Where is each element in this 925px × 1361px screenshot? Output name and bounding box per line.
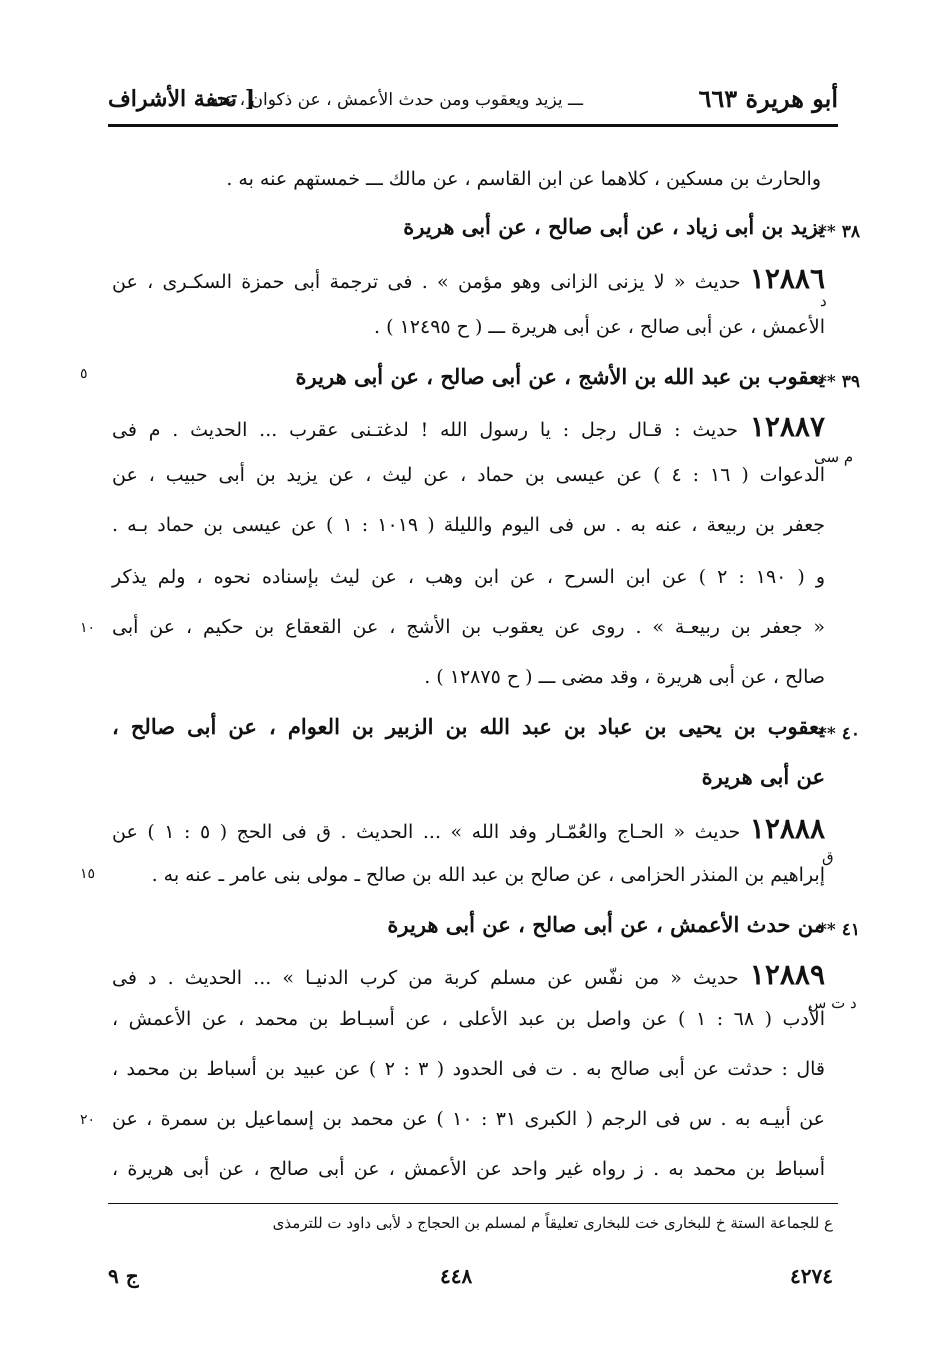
source-sigla: م سى [814, 448, 854, 466]
entry-line [112, 262, 825, 295]
line-counter: ٢٠ [80, 1112, 96, 1128]
source-sigla: د [820, 292, 827, 310]
entry-text: حديث « الحـاج والعُمّـار وفد الله » ... الحديث . ق فى الحج ( ٥ : ١ ) عن [112, 821, 741, 843]
narrator-heading: يعقوب بن عبد الله بن الأشج ، عن أبى صالح ، عن أبى هريرة [295, 364, 825, 389]
entry-number: ١٢٨٨٧ [749, 410, 826, 443]
header-book-title: [ تحفة الأشراف [108, 86, 256, 112]
entry-number: ١٢٨٨٨ [749, 812, 825, 845]
heading-number: ٣٨ ** [818, 222, 860, 242]
entry-text: حديث « من نفّس عن مسلم كربة من كرب الدنيـا » ... الحديث . د فى [112, 967, 739, 989]
narrator-heading: يعقوب بن يحيى بن عباد بن عبد الله بن الزبير بن العوام ، عن أبى صالح ، [112, 714, 825, 739]
text-line: قال : حدثت عن أبى صالح به . ت فى الحدود ( ٣ : ٢ ) عن عبيد بن أسباط بن محمد ، [112, 1058, 826, 1080]
text-line: و ( ١٩٠ : ٢ ) عن ابن السرح ، عن ابن وهب ، عن ليث بإسناده نحوه ، ولم يذكر [112, 566, 826, 588]
page-number: ٤٤٨ [440, 1264, 473, 1288]
source-sigla: ق [822, 848, 834, 866]
running-header [108, 80, 838, 120]
source-sigla: د ت س [808, 994, 857, 1012]
text-line: أسباط بن محمد به . ز رواه غير واحد عن الأعمش ، عن أبى صالح ، عن أبى هريرة ، [112, 1158, 825, 1180]
header-title: أبو هريرة ٦٦٣ [698, 84, 838, 113]
header-rule [108, 124, 838, 127]
heading-number: ٤١ ** [818, 920, 860, 940]
line-counter: ١٠ [80, 620, 96, 636]
entry-line [112, 812, 825, 845]
heading-number: ٤٠ ** [818, 724, 860, 744]
entry-text: حديث « لا يزنى الزانى وهو مؤمن » . فى ترجمة أبى حمزة السكـرى ، عن [112, 271, 741, 293]
entry-number: ١٢٨٨٦ [749, 262, 825, 295]
text-line: إبراهيم بن المنذر الحزامى ، عن صالح بن عبد الله بن صالح ـ مولى بنى عامر ـ عنه به . [151, 864, 825, 886]
narrator-heading: من حدث الأعمش ، عن أبى صالح ، عن أبى هريرة [387, 912, 825, 937]
entry-number: ١٢٨٨٩ [749, 958, 825, 991]
footnote-rule [108, 1203, 838, 1204]
text-line: الأدب ( ٦٨ : ١ ) عن واصل بن عبد الأعلى ، عن أسبـاط بن محمد ، عن الأعمش ، [112, 1008, 825, 1030]
header-subtitle: ـــ يزيد ويعقوب ومن حدث الأعمش ، عن ذكوان ، عنه [209, 90, 583, 110]
line-counter: ٥ [80, 366, 88, 382]
volume-number: ج ٩ [108, 1264, 139, 1288]
entry-line [112, 410, 825, 443]
sequence-number: ٤٢٧٤ [790, 1264, 833, 1288]
abbreviation-key: ع للجماعة الستة خ للبخارى خت للبخارى تعليقاً م لمسلم بن الحجاج د لأبى داود ت للترمذى [272, 1214, 833, 1232]
heading-number: ٣٩ ** [818, 372, 860, 392]
text-line: الأعمش ، عن أبى صالح ، عن أبى هريرة ـــ ( ح ١٢٤٩٥ ) . [374, 316, 825, 338]
narrator-heading: يزيد بن أبى زياد ، عن أبى صالح ، عن أبى هريرة [403, 214, 825, 239]
text-line: عن أبيـه به . س فى الرجم ( الكبرى ٣١ : ١٠ ) عن محمد بن إسماعيل بن سمرة ، عن [112, 1108, 825, 1130]
narrator-heading-cont: عن أبى هريرة [701, 764, 825, 789]
text-line: الدعوات ( ١٦ : ٤ ) عن عيسى بن حماد ، عن ليث ، عن يزيد بن أبى حبيب ، عن [112, 464, 826, 486]
entry-text: حديث : قـال رجل : يا رسول الله ! لدغتـنى عقرب ... الحديث . م فى [112, 419, 738, 441]
text-line: جعفر بن ربيعة ، عنه به . س فى اليوم والليلة ( ١٠١٩ : ١ ) عن عيسى بن حماد بـه . [112, 514, 825, 536]
text-line: صالح ، عن أبى هريرة ، وقد مضى ـــ ( ح ١٢٨٧٥ ) . [424, 666, 825, 688]
entry-line [112, 958, 825, 991]
text-line: « جعفر بن ربيعـة » . روى عن يعقوب بن الأشج ، عن القعقاع بن حكيم ، عن أبى [112, 616, 825, 638]
text-line: والحارث بن مسكين ، كلاهما عن ابن القاسم ، عن مالك ـــ خمستهم عنه به . [226, 168, 821, 190]
line-counter: ١٥ [80, 866, 96, 882]
